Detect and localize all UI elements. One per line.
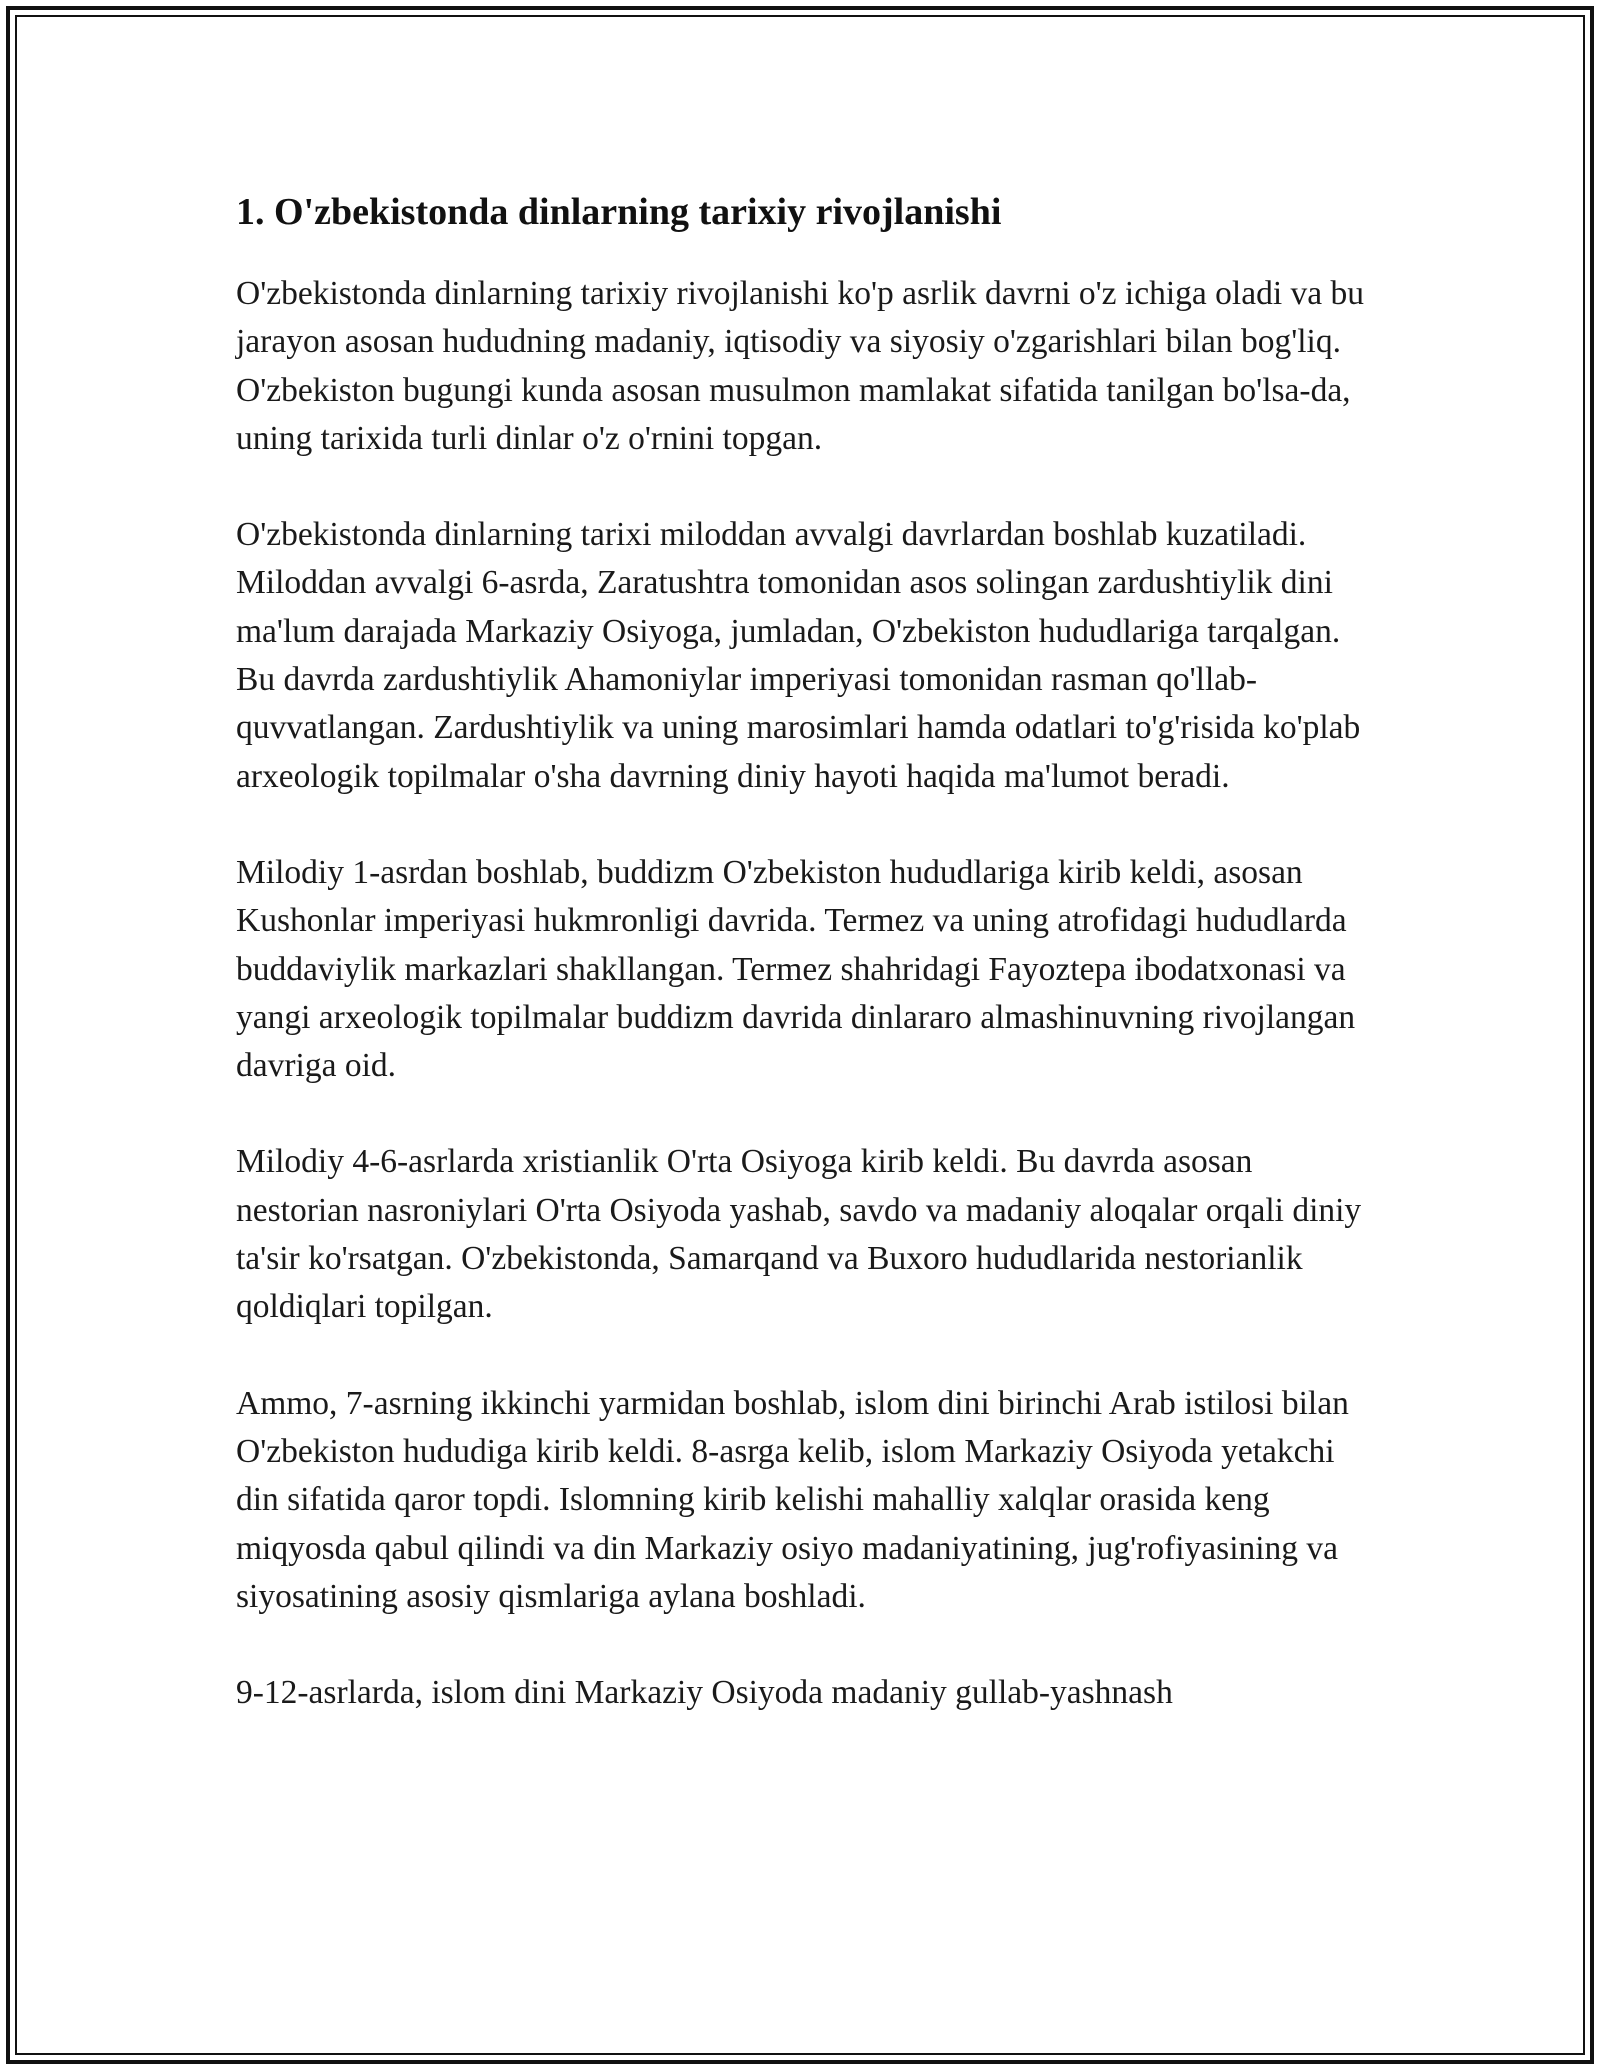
paragraph-zoroastrianism: O'zbekistonda dinlarning tarixi miloddan avvalgi davrlardan boshlab kuzatiladi. Miloddan avvalgi 6-asrda, Zaratushtra tomonidan asos solingan zardushtiylik dini ma'lum darajada Markaziy Osiyoga, jumladan, O'zbekiston hududlariga tarqalgan. Bu davrda zardushtiylik Ahamoniylar imperiyasi tomonidan rasman qo'llab-quvvatlangan. Zardushtiylik va uning marosimlari hamda odatlari to'g'risida ko'plab arxeologik topilmalar o'sha davrning diniy hayoti haqida ma'lumot beradi.: [236, 516, 1361, 795]
section-heading: 1. O'zbekistonda dinlarning tarixiy rivojlanishi: [236, 191, 1002, 233]
paragraph-intro: O'zbekistonda dinlarning tarixiy rivojlanishi ko'p asrlik davrni o'z ichiga oladi va bu jarayon asosan hududning madaniy, iqtisodiy va siyosiy o'zgarishlari bilan bog'liq. O'zbekiston bugungi kunda asosan musulmon mamlakat sifatida tanilgan bo'lsa-da, uning tarixida turli dinlar o'z o'rnini topgan.: [236, 275, 1365, 457]
paragraph-islam: Ammo, 7-asrning ikkinchi yarmidan boshlab, islom dini birinchi Arab istilosi bilan O'zbekiston hududiga kirib keldi. 8-asrga kelib, islom Markaziy Osiyoda yetakchi din sifatida qaror topdi. Islomning kirib kelishi mahalliy xalqlar orasida keng miqyosda qabul qilindi va din Markaziy osiyo madaniyatining, jug'rofiyasining va siyosatining asosiy qismlariga aylana boshladi.: [236, 1384, 1349, 1615]
paragraph-buddhism: Milodiy 1-asrdan boshlab, buddizm O'zbekiston hududlariga kirib keldi, asosan Kushonlar imperiyasi hukmronligi davrida. Termez va uning atrofidagi hududlarda buddaviylik markazlari shakllangan. Termez shahridagi Fayoztepa ibodatxonasi va yangi arxeologik topilmalar buddizm davrida dinlararo almashinuvning rivojlangan davriga oid.: [236, 853, 1356, 1085]
paragraph-islam-flourishing: 9-12-asrlarda, islom dini Markaziy Osiyoda madaniy gullab-yashnash: [236, 1674, 1173, 1712]
paragraph-christianity: Milodiy 4-6-asrlarda xristianlik O'rta Osiyoga kirib keldi. Bu davrda asosan nestorian nasroniylari O'rta Osiyoda yashab, savdo va madaniy aloqalar orqali diniy ta'sir ko'rsatgan. O'zbekistonda, Samarqand va Buxoro hududlarida nestorianlik qoldiqlari topilgan.: [236, 1143, 1362, 1326]
document-body: [236, 186, 1366, 1765]
